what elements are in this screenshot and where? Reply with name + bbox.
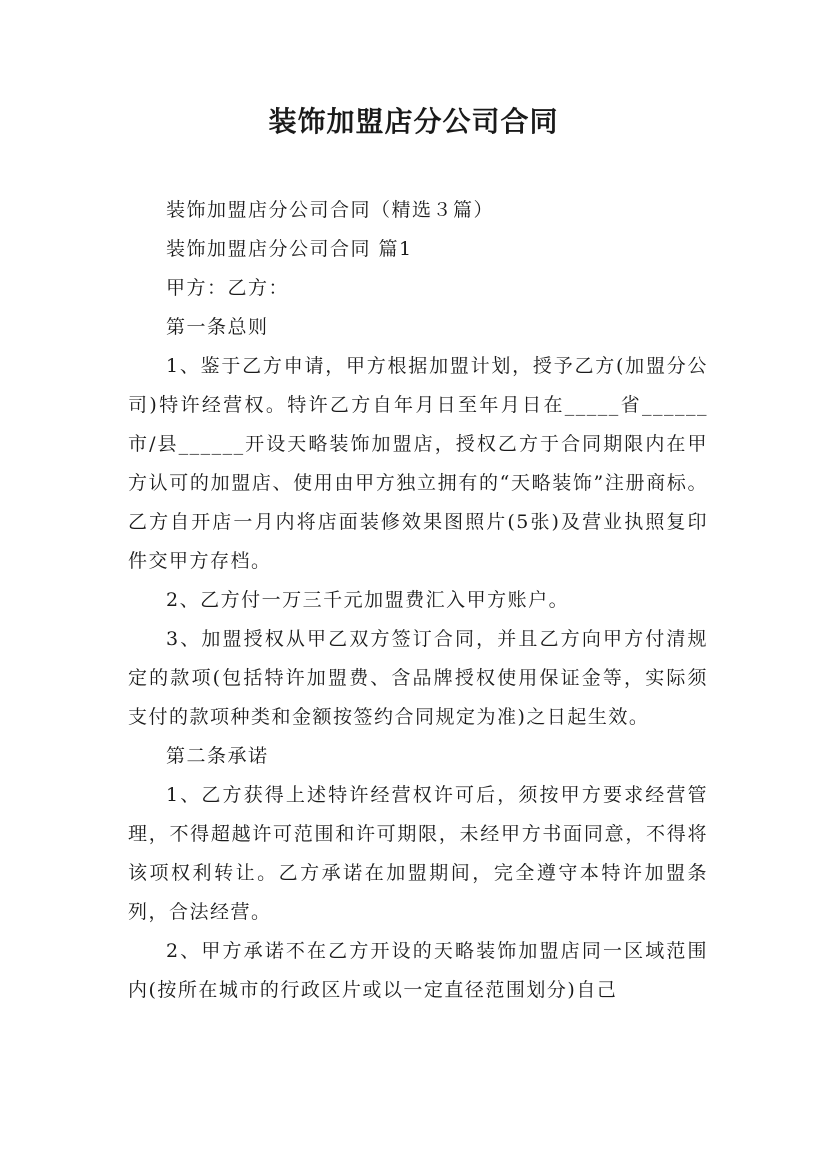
document-title: 装饰加盟店分公司合同 [268, 105, 559, 138]
body-paragraph: 1、鉴于乙方申请，甲方根据加盟计划，授予乙方(加盟分公司)特许经营权。特许乙方自年月日至年月日在_____省______市/县______开设天略装饰加盟店，授权乙方于合同期限内在甲方认可的加盟店、使用由甲方独立拥有的“天略装饰”注册商标。乙方自开店一月内将店面装修效果图照片(5张)及营业执照复印件交甲方存档。 [128, 355, 708, 572]
body-paragraph: 1、乙方获得上述特许经营权许可后，须按甲方要求经营管理，不得超越许可范围和许可期限，未经甲方书面同意，不得将该项权利转让。乙方承诺在加盟期间，完全遵守本特许加盟条列，合法经营。 [128, 784, 708, 923]
subtitle-paragraph: 装饰加盟店分公司合同（精选３篇） [166, 199, 495, 221]
body-paragraph: 3、加盟授权从甲乙双方签订合同，并且乙方向甲方付清规定的款项(包括特许加盟费、含品牌授权使用保证金等，实际须支付的款项种类和金额按签约合同规定为准)之日起生效。 [128, 628, 708, 728]
section-heading: 装饰加盟店分公司合同 篇1 [166, 238, 413, 260]
body-paragraph: 2、乙方付一万三千元加盟费汇入甲方账户。 [166, 589, 570, 611]
document-body [128, 191, 708, 1010]
body-paragraph: 2、甲方承诺不在乙方开设的天略装饰加盟店同一区域范围内(按所在城市的行政区片或以一定直径范围划分)自己 [128, 940, 708, 1001]
article-heading: 第一条总则 [166, 316, 269, 338]
parties-line: 甲方：乙方： [166, 277, 290, 299]
article-heading: 第二条承诺 [166, 745, 269, 767]
